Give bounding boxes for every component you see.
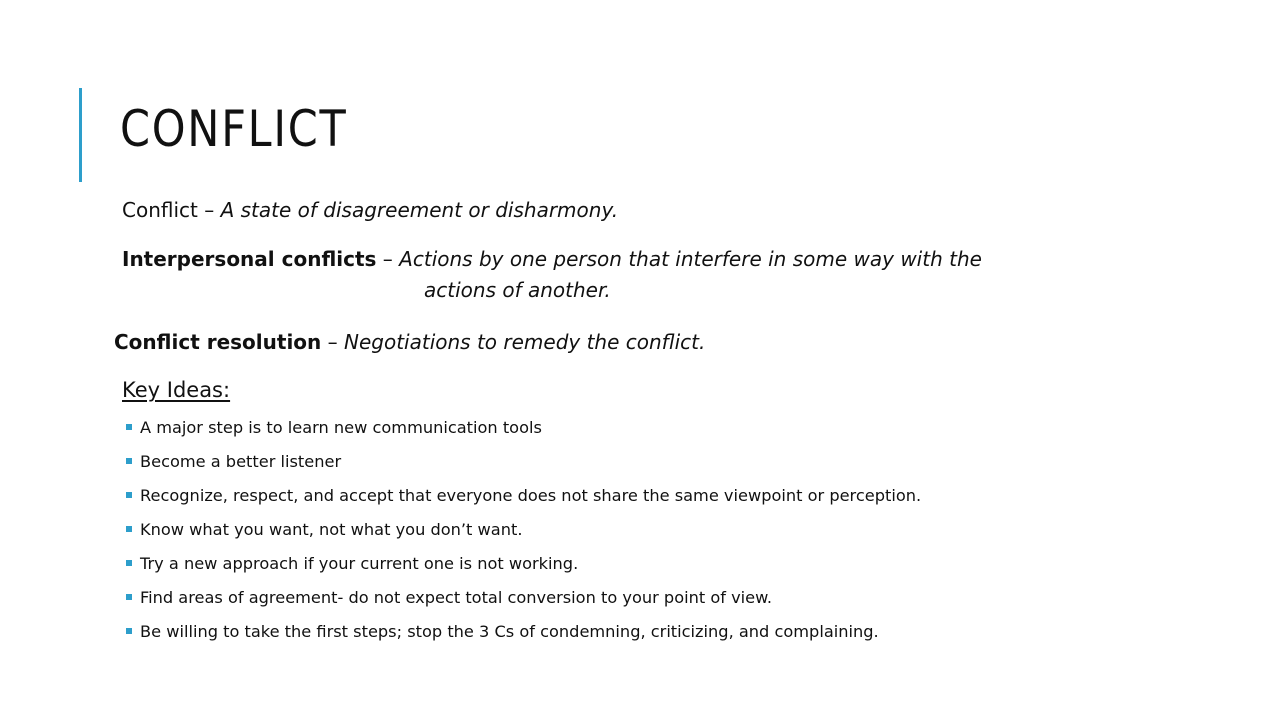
definition-term: Conflict [122, 198, 198, 222]
key-ideas-list [126, 410, 921, 648]
key-idea-text: Find areas of agreement- do not expect total conversion to your point of view. [140, 587, 773, 607]
definition-meaning: Actions by one person that interfere in some way with the [399, 247, 982, 271]
square-bullet-icon [126, 526, 132, 532]
key-idea-text: Try a new approach if your current one is not working. [140, 553, 579, 573]
key-idea-item [126, 478, 921, 512]
key-idea-text: Know what you want, not what you don’t want. [140, 519, 523, 539]
square-bullet-icon [126, 424, 132, 430]
definition-separator: – [197, 198, 221, 222]
definition-conflict-resolution [114, 327, 705, 358]
square-bullet-icon [126, 560, 132, 566]
square-bullet-icon [126, 492, 132, 498]
key-idea-text: Recognize, respect, and accept that everyone does not share the same viewpoint or perception. [140, 485, 922, 505]
definition-meaning: Negotiations to remedy the conflict. [344, 330, 706, 354]
key-idea-item [126, 614, 921, 648]
definition-conflict [122, 195, 618, 226]
key-idea-item [126, 444, 921, 478]
square-bullet-icon [126, 628, 132, 634]
definition-interpersonal-conflicts [122, 244, 982, 306]
key-idea-text: Be willing to take the first steps; stop the 3 Cs of condemning, criticizing, and complaining. [140, 621, 879, 641]
definition-meaning: A state of disagreement or disharmony. [220, 198, 619, 222]
definition-separator: – [321, 330, 344, 354]
key-idea-item [126, 546, 921, 580]
key-idea-item [126, 512, 921, 546]
square-bullet-icon [126, 594, 132, 600]
definition-term: Interpersonal conflicts [122, 247, 377, 271]
key-idea-text: A major step is to learn new communication tools [140, 417, 542, 437]
key-idea-item [126, 410, 921, 444]
key-idea-item [126, 580, 921, 614]
definition-term: Conflict resolution [114, 330, 322, 354]
slide-title: CONFLICT [120, 100, 348, 158]
definition-meaning-continued: actions of another. [424, 278, 611, 302]
key-ideas-heading: Key Ideas: [122, 378, 231, 402]
key-idea-text: Become a better listener [140, 451, 342, 471]
title-accent-bar [79, 88, 82, 182]
definition-separator: – [376, 247, 400, 271]
square-bullet-icon [126, 458, 132, 464]
